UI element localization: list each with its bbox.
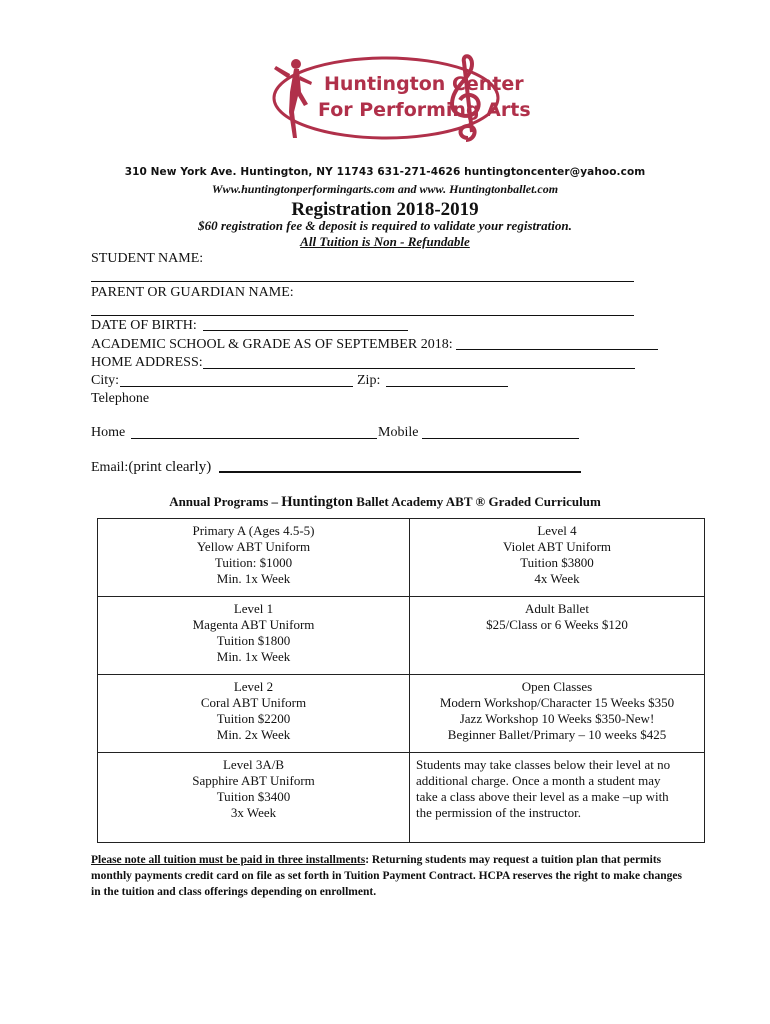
- program-cell-level-1: [98, 597, 410, 675]
- cell-line: take a class above their level as a make –up with: [416, 789, 669, 804]
- program-cell-level-4: [410, 519, 705, 597]
- cell-line: $25/Class or 6 Weeks $120: [486, 617, 628, 632]
- tuition-note-underlined: Please note all tuition must be paid in three installments: [91, 854, 366, 866]
- programs-heading-big: Huntington: [281, 494, 353, 510]
- cell-line: 3x Week: [230, 805, 277, 820]
- cell-line: Tuition $1800: [216, 633, 291, 648]
- program-cell-level-3: [98, 753, 410, 843]
- cell-line: Level 1: [233, 601, 274, 616]
- hcpa-logo: [268, 52, 531, 144]
- email-line[interactable]: [219, 471, 581, 473]
- programs-table: [97, 518, 705, 843]
- school-line[interactable]: [456, 349, 658, 350]
- zip-line[interactable]: [386, 386, 508, 387]
- cell-line: Min. 2x Week: [216, 727, 291, 742]
- table-row: [98, 519, 705, 597]
- mobile-label: Mobile: [378, 425, 419, 440]
- city-line[interactable]: [120, 386, 353, 387]
- cell-line: Sapphire ABT Uniform: [192, 773, 315, 788]
- dob-line[interactable]: [203, 330, 408, 331]
- logo-line1: Huntington Center: [324, 73, 524, 95]
- table-row: [98, 597, 705, 675]
- cell-line: Adult Ballet: [525, 601, 589, 616]
- program-cell-adult-ballet: [410, 597, 705, 675]
- programs-heading-post: Ballet Academy ABT ® Graded Curriculum: [353, 494, 601, 509]
- cell-line: Level 3A/B: [222, 757, 284, 772]
- school-label: ACADEMIC SCHOOL & GRADE AS OF SEPTEMBER 2018:: [91, 337, 453, 352]
- home-phone-label: Home: [91, 425, 126, 440]
- program-cell-open-classes: [410, 675, 705, 753]
- cell-line: Level 2: [233, 679, 274, 694]
- parent-name-label: PARENT OR GUARDIAN NAME:: [91, 285, 294, 300]
- page-title: Registration 2018-2019: [291, 199, 479, 220]
- contact-websites: Www.huntingtonperformingarts.com and www. Huntingtonballet.com: [211, 182, 559, 196]
- mobile-line[interactable]: [422, 438, 579, 439]
- address-label: HOME ADDRESS:: [91, 355, 203, 370]
- cell-line: Primary A (Ages 4.5-5): [192, 523, 315, 538]
- student-name-label: STUDENT NAME:: [91, 251, 204, 266]
- programs-heading-pre: Annual Programs –: [169, 494, 282, 509]
- parent-name-line[interactable]: [91, 315, 634, 316]
- program-cell-primary-a: [98, 519, 410, 597]
- cell-line: Modern Workshop/Character 15 Weeks $350: [439, 695, 675, 710]
- cell-line: Students may take classes below their level at no: [416, 757, 671, 772]
- cell-line: Beginner Ballet/Primary – 10 weeks $425: [447, 727, 667, 742]
- cell-line: 4x Week: [534, 571, 580, 586]
- email-label: [91, 459, 211, 476]
- cell-line: Tuition $3800: [520, 555, 594, 570]
- tuition-note-rest: : Returning students may request a tuition plan that permits monthly payments credit card on file as set forth in Tuition Payment Contract. HCPA reserves the right to make changes in the tuition and class offerings depending on enrollment.: [91, 854, 682, 898]
- zip-label: Zip:: [357, 373, 381, 388]
- address-line[interactable]: [203, 368, 635, 369]
- email-label-text: Email:: [91, 460, 129, 475]
- city-label: City:: [91, 373, 120, 388]
- cell-line: Magenta ABT Uniform: [192, 617, 315, 632]
- cell-line: Tuition $3400: [216, 789, 291, 804]
- program-cell-level-2: [98, 675, 410, 753]
- cell-line: Min. 1x Week: [216, 571, 291, 586]
- cell-line: Tuition: $1000: [214, 555, 293, 570]
- cell-line: Min. 1x Week: [216, 649, 291, 664]
- email-hint: (print clearly): [128, 459, 212, 475]
- logo-line2: For Performing Arts: [318, 99, 531, 121]
- cell-line: Yellow ABT Uniform: [196, 539, 311, 554]
- cell-line: additional charge. Once a month a student may: [416, 773, 661, 788]
- table-row: [98, 675, 705, 753]
- home-phone-line[interactable]: [131, 438, 377, 439]
- contact-address: 310 New York Ave. Huntington, NY 11743 631-271-4626 huntingtoncenter@yahoo.com: [124, 166, 646, 178]
- cell-line: Coral ABT Uniform: [200, 695, 307, 710]
- refund-notice: All Tuition is Non - Refundable: [300, 234, 470, 249]
- dob-label: DATE OF BIRTH:: [91, 318, 197, 333]
- cell-line: Open Classes: [521, 679, 593, 694]
- table-row: [98, 753, 705, 843]
- programs-heading: [0, 494, 770, 511]
- telephone-label: Telephone: [91, 391, 150, 406]
- cell-line: Violet ABT Uniform: [502, 539, 612, 554]
- program-cell-level-policy: [410, 753, 705, 843]
- cell-line: Jazz Workshop 10 Weeks $350-New!: [459, 711, 655, 726]
- cell-line: Level 4: [537, 523, 577, 538]
- cell-line: Tuition $2200: [216, 711, 291, 726]
- tuition-note: [91, 852, 691, 900]
- fee-notice: $60 registration fee & deposit is required to validate your registration.: [198, 218, 572, 233]
- student-name-line[interactable]: [91, 281, 634, 282]
- cell-line: the permission of the instructor.: [416, 805, 582, 820]
